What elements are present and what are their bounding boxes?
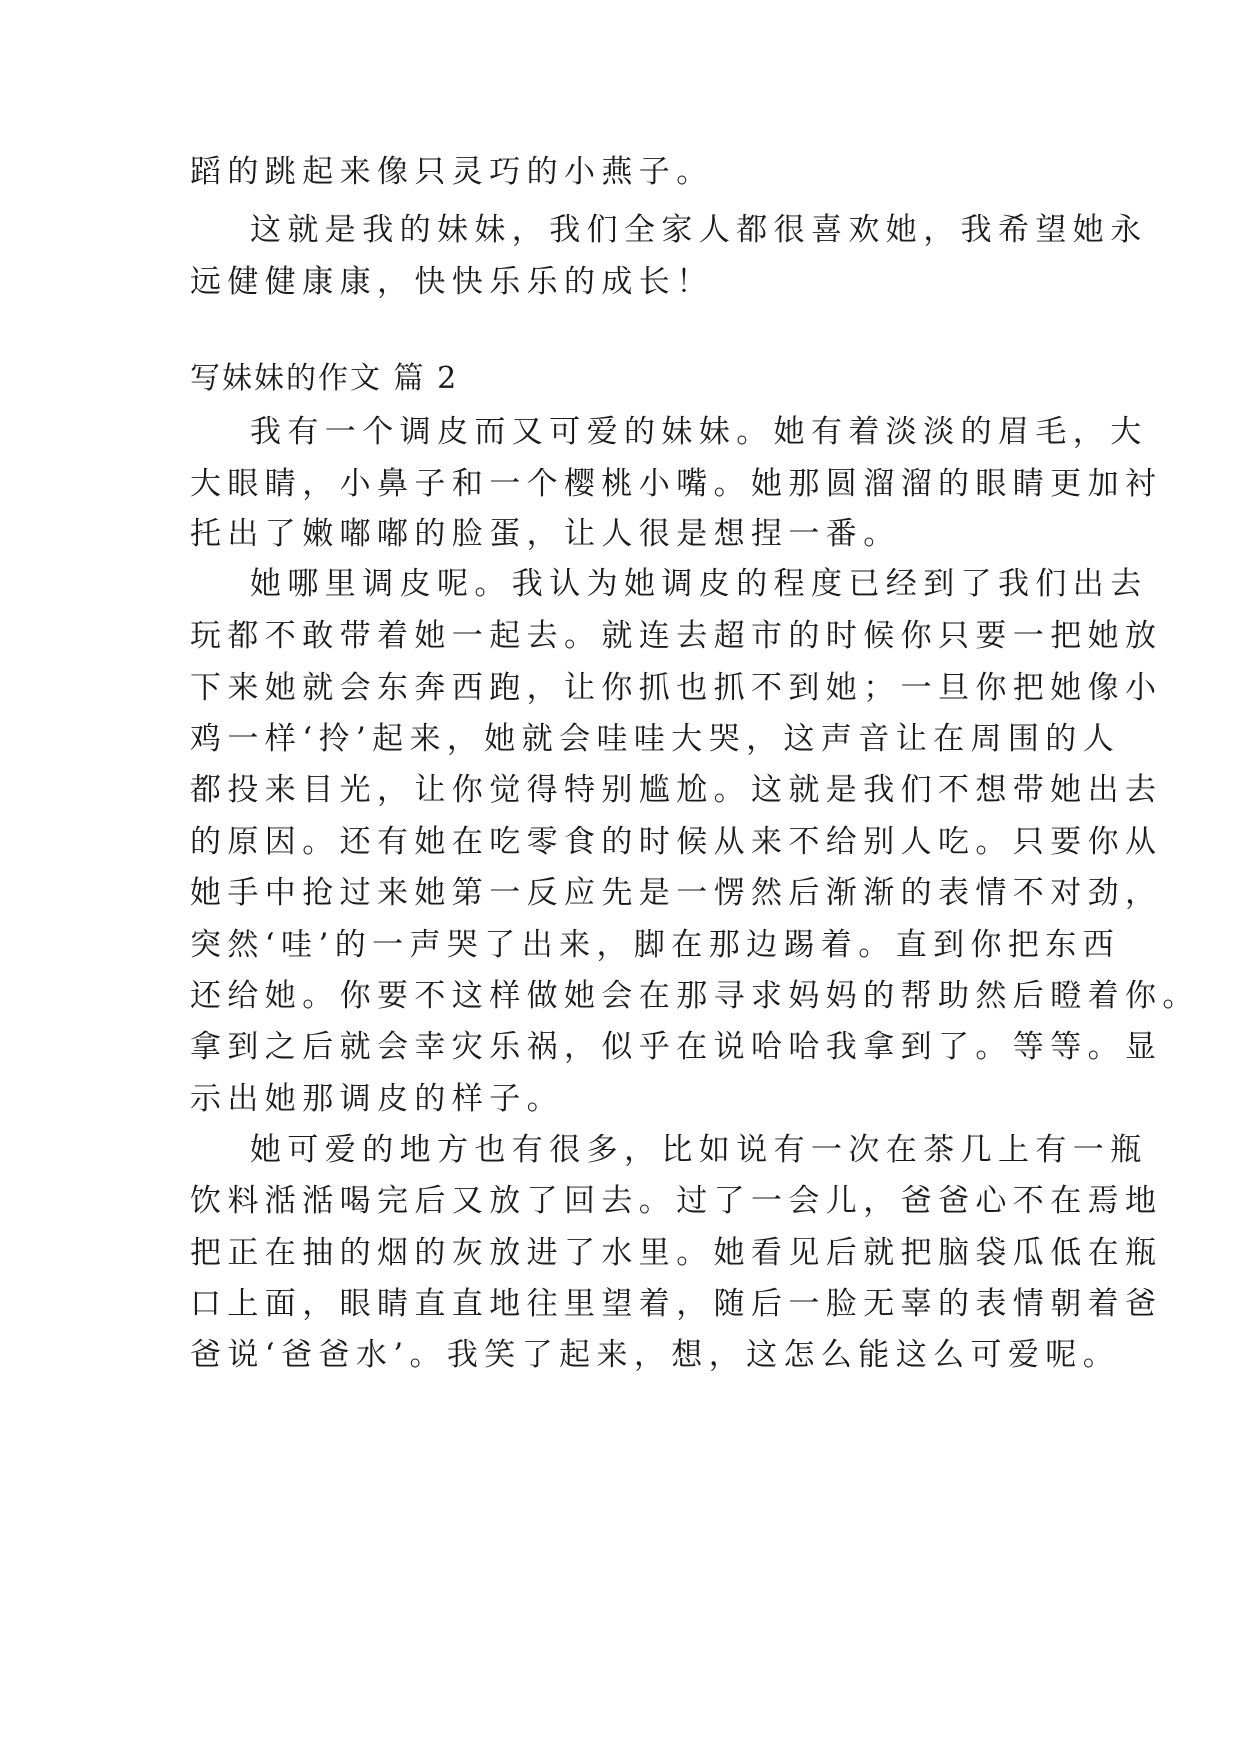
paragraph-line: 我有一个调皮而又可爱的妹妹。她有着淡淡的眉毛，大 xyxy=(250,414,1148,450)
paragraph-line: 都投来目光，让你觉得特别尴尬。这就是我们不想带她出去 xyxy=(190,772,1163,808)
paragraph-line: 示出她那调皮的样子。 xyxy=(190,1081,564,1117)
paragraph-line: 的原因。还有她在吃零食的时候从来不给别人吃。只要你从 xyxy=(190,824,1163,860)
paragraph-line: 这就是我的妹妹，我们全家人都很喜欢她，我希望她永 xyxy=(250,212,1148,248)
paragraph-line: 突然‘哇’的一声哭了出来，脚在那边踢着。直到你把东西 xyxy=(190,927,1121,963)
paragraph-line: 她手中抢过来她第一反应先是一愣然后渐渐的表情不对劲， xyxy=(190,875,1163,911)
paragraph-line: 鸡一样‘拎’起来，她就会哇哇大哭，这声音让在周围的人 xyxy=(190,721,1121,757)
paragraph-line: 口上面，眼睛直直地往里望着，随后一脸无辜的表情朝着爸 xyxy=(190,1286,1163,1322)
paragraph-line: 饮料湉湉喝完后又放了回去。过了一会儿，爸爸心不在焉地 xyxy=(190,1183,1163,1219)
section-heading: 写妹妹的作文 篇 2 xyxy=(190,361,459,396)
paragraph-line: 蹈的跳起来像只灵巧的小燕子。 xyxy=(190,154,714,190)
paragraph-line: 拿到之后就会幸灾乐祸，似乎在说哈哈我拿到了。等等。显 xyxy=(190,1029,1163,1065)
paragraph-line: 她哪里调皮呢。我认为她调皮的程度已经到了我们出去 xyxy=(250,566,1148,602)
paragraph-line: 大眼睛，小鼻子和一个樱桃小嘴。她那圆溜溜的眼睛更加衬 xyxy=(190,466,1163,502)
paragraph-line: 玩都不敢带着她一起去。就连去超市的时候你只要一把她放 xyxy=(190,618,1163,654)
paragraph-line: 托出了嫩嘟嘟的脸蛋，让人很是想捏一番。 xyxy=(190,516,901,552)
paragraph-line: 远健健康康，快快乐乐的成长！ xyxy=(190,264,714,300)
paragraph-line: 还给她。你要不这样做她会在那寻求妈妈的帮助然后瞪着你。 xyxy=(190,978,1200,1014)
paragraph-line: 把正在抽的烟的灰放进了水里。她看见后就把脑袋瓜低在瓶 xyxy=(190,1235,1163,1271)
paragraph-line: 爸说‘爸爸水’。我笑了起来，想，这怎么能这么可爱呢。 xyxy=(190,1337,1121,1373)
paragraph-line: 下来她就会东奔西跑，让你抓也抓不到她；一旦你把她像小 xyxy=(190,670,1163,706)
paragraph-line: 她可爱的地方也有很多，比如说有一次在茶几上有一瓶 xyxy=(250,1132,1148,1168)
